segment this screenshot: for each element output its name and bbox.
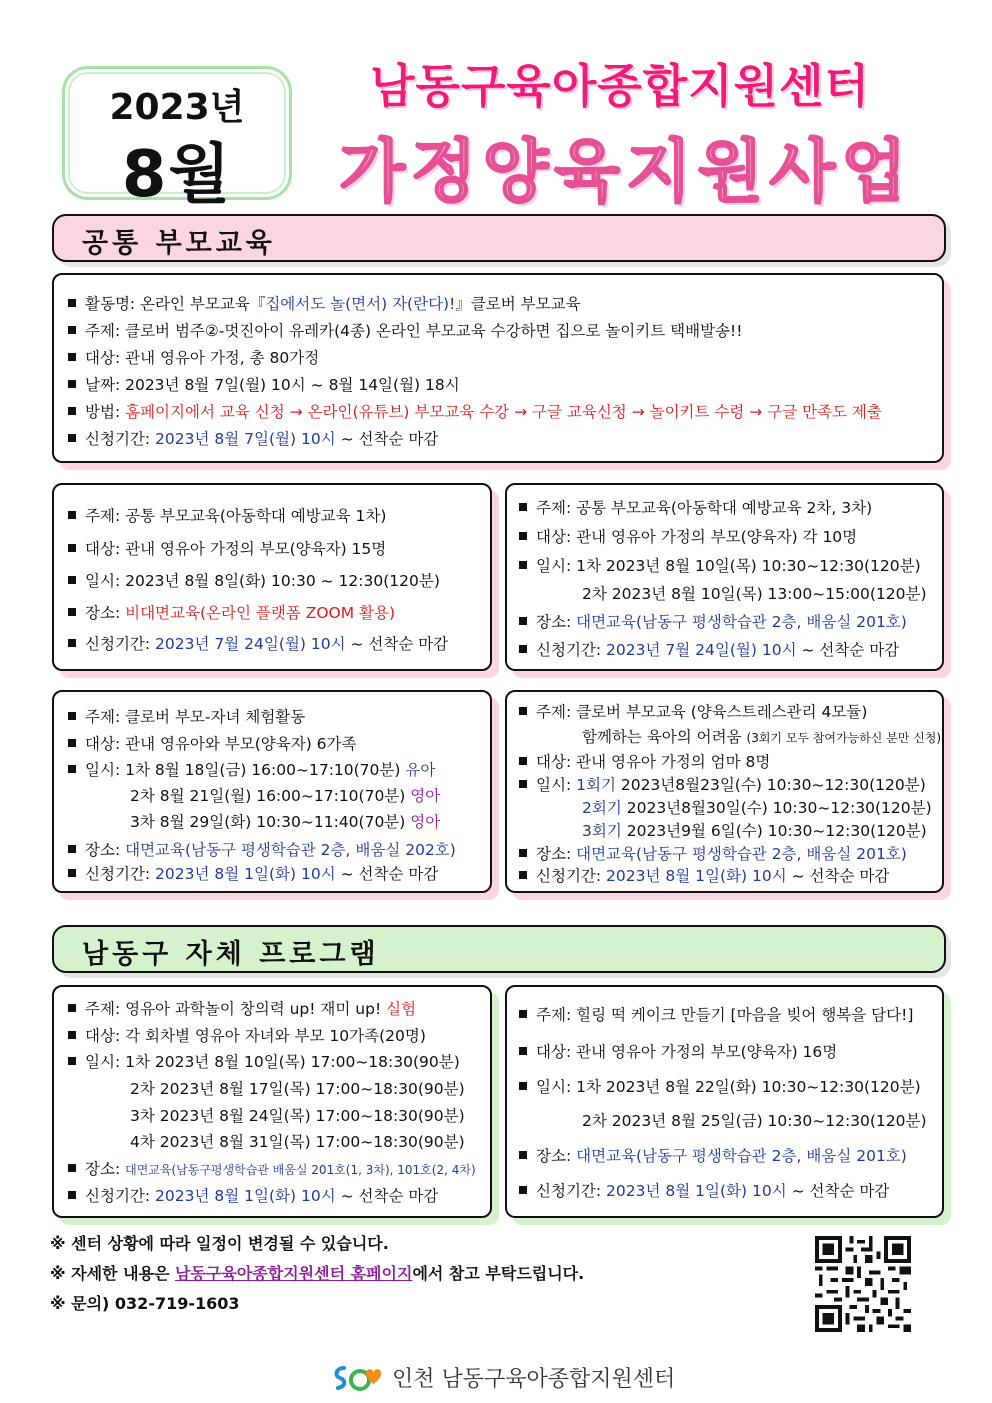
list-item: 일시: 1회기 2023년8월23일(수) 10:30~12:30(120분) <box>519 773 942 795</box>
homepage-link[interactable]: 남동구육아종합지원센터 홈페이지 <box>175 1264 413 1283</box>
list-item: 장소: 대면교육(남동구평생학습관 배움실 201호(1, 3차), 101호(2, 4차) <box>68 1157 490 1179</box>
list-item: 주제: 힐링 떡 케이크 만들기 [마음을 빚어 행복을 담다!] <box>519 1003 942 1025</box>
month-label: 8월 <box>121 138 233 212</box>
date-box <box>62 66 292 212</box>
list-item: 신청기간: 2023년 8월 1일(화) 10시 ~ 선착순 마감 <box>519 864 942 886</box>
note-homepage: ※ 자세한 내용은 남동구육아종합지원센터 홈페이지에서 참고 부탁드립니다. <box>50 1264 585 1283</box>
list-item: 2차 2023년 8월 25일(금) 10:30~12:30(120분) <box>582 1112 927 1130</box>
list-item: 3차 8월 29일(화) 10:30~11:40(70분) 영아 <box>130 813 441 831</box>
list-item: 함께하는 육아의 어려움 (3회기 모두 참여가능하신 분만 신청) <box>582 728 942 746</box>
list-item: 일시: 1차 2023년 8월 10일(목) 17:00~18:30(90분) <box>68 1050 490 1072</box>
panel-abuse-prevention-2-3 <box>505 483 944 671</box>
list-item: 장소: 대면교육(남동구 평생학습관 2층, 배움실 202호) <box>68 838 490 860</box>
list-item: 신청기간: 2023년 7월 24일(월) 10시 ~ 선착순 마감 <box>68 632 490 654</box>
panel-abuse-prevention-1 <box>52 483 492 671</box>
list-item: 2차 2023년 8월 10일(목) 13:00~15:00(120분) <box>582 585 927 603</box>
panel-science-play <box>52 985 492 1218</box>
list-item: 신청기간: 2023년 8월 7일(월) 10시 ~ 선착순 마감 <box>68 427 942 449</box>
list-item: 4차 2023년 8월 31일(목) 17:00~18:30(90분) <box>130 1133 465 1151</box>
list-item: 주제: 클로버 부모-자녀 체험활동 <box>68 705 490 727</box>
list-item: 신청기간: 2023년 8월 1일(화) 10시 ~ 선착순 마감 <box>68 862 490 884</box>
panel-rice-cake <box>505 985 944 1218</box>
panel-parent-child-activity <box>52 690 492 893</box>
list-item: 주제: 공통 부모교육(아동학대 예방교육 1차) <box>68 504 490 526</box>
list-item: 주제: 영유아 과학놀이 창의력 up! 재미 up! 실험 <box>68 997 490 1019</box>
section-header-common-parent-education <box>52 214 946 262</box>
list-item: 대상: 각 회차별 영유아 자녀와 부모 10가족(20명) <box>68 1024 490 1046</box>
panel-online-education <box>52 273 944 463</box>
list-item: 방법: 홈페이지에서 교육 신청 → 온라인(유튜브) 부모교육 수강 → 구글 교육신청 → 놀이키트 수령 → 구글 만족도 제출 <box>68 400 942 422</box>
list-item: 대상: 관내 영유아 가정의 부모(양육자) 16명 <box>519 1040 942 1062</box>
list-item: 대상: 관내 영유아 가정, 총 80가정 <box>68 346 942 368</box>
program-title: 가정양육지원사업 <box>339 133 913 212</box>
list-item: 날짜: 2023년 8월 7일(월) 10시 ~ 8월 14일(월) 18시 <box>68 373 942 395</box>
list-item: 신청기간: 2023년 8월 1일(화) 10시 ~ 선착순 마감 <box>519 1179 942 1201</box>
list-item: 장소: 대면교육(남동구 평생학습관 2층, 배움실 201호) <box>519 1144 942 1166</box>
note-contact: ※ 문의) 032-719-1603 <box>50 1294 240 1313</box>
list-item: 대상: 관내 영유아와 부모(양육자) 6가족 <box>68 732 490 754</box>
list-item: 장소: 비대면교육(온라인 플랫폼 ZOOM 활용) <box>68 601 490 623</box>
center-logo-icon <box>330 1362 386 1394</box>
panel-stress-management <box>505 690 944 893</box>
list-item: 일시: 1차 2023년 8월 22일(화) 10:30~12:30(120분) <box>519 1075 942 1097</box>
section-title: 공통 부모교육 <box>82 228 276 259</box>
list-item: 일시: 1차 2023년 8월 10일(목) 10:30~12:30(120분) <box>519 554 942 576</box>
list-item: 주제: 클로버 부모교육 (양육스트레스관리 4모듈) <box>519 700 942 722</box>
list-item: 대상: 관내 영유아 가정의 부모(양육자) 각 10명 <box>519 525 942 547</box>
list-item: 대상: 관내 영유아 가정의 부모(양육자) 15명 <box>68 537 490 559</box>
list-item: 장소: 대면교육(남동구 평생학습관 2층, 배움실 201호) <box>519 842 942 864</box>
list-item: 2차 8월 21일(월) 16:00~17:10(70분) 영아 <box>130 787 441 805</box>
section-header-namdong-program <box>52 925 946 973</box>
list-item: 주제: 공통 부모교육(아동학대 예방교육 2차, 3차) <box>519 496 942 518</box>
list-item: 신청기간: 2023년 7월 24일(월) 10시 ~ 선착순 마감 <box>519 638 942 660</box>
list-item: 일시: 2023년 8월 8일(화) 10:30 ~ 12:30(120분) <box>68 569 490 591</box>
list-item: 2회기 2023년8월30일(수) 10:30~12:30(120분) <box>582 799 932 817</box>
qr-code-icon[interactable] <box>815 1236 911 1332</box>
list-item: 활동명: 온라인 부모교육『집에서도 놀(면서) 자(란다)!』클로버 부모교육 <box>68 292 942 314</box>
footer-org-name: 인천 남동구육아종합지원센터 <box>392 1367 676 1392</box>
list-item: 주제: 클로버 범주②-멋진아이 유레카(4종) 온라인 부모교육 수강하면 집으로 놀이키트 택배발송!! <box>68 319 942 341</box>
list-item: 2차 2023년 8월 17일(목) 17:00~18:30(90분) <box>130 1080 465 1098</box>
list-item: 3차 2023년 8월 24일(목) 17:00~18:30(90분) <box>130 1107 465 1125</box>
list-item: 신청기간: 2023년 8월 1일(화) 10시 ~ 선착순 마감 <box>68 1184 490 1206</box>
section-title: 남동구 자체 프로그램 <box>82 939 380 970</box>
list-item: 일시: 1차 8월 18일(금) 16:00~17:10(70분) 유아 <box>68 758 490 780</box>
list-item: 대상: 관내 영유아 가정의 엄마 8명 <box>519 750 942 772</box>
list-item: 3회기 2023년9월 6일(수) 10:30~12:30(120분) <box>582 822 927 840</box>
note-schedule-change: ※ 센터 상황에 따라 일정이 변경될 수 있습니다. <box>50 1234 389 1253</box>
center-name-title: 남동구육아종합지원센터 <box>370 59 870 113</box>
year-label: 2023년 <box>109 87 245 128</box>
list-item: 장소: 대면교육(남동구 평생학습관 2층, 배움실 201호) <box>519 610 942 632</box>
